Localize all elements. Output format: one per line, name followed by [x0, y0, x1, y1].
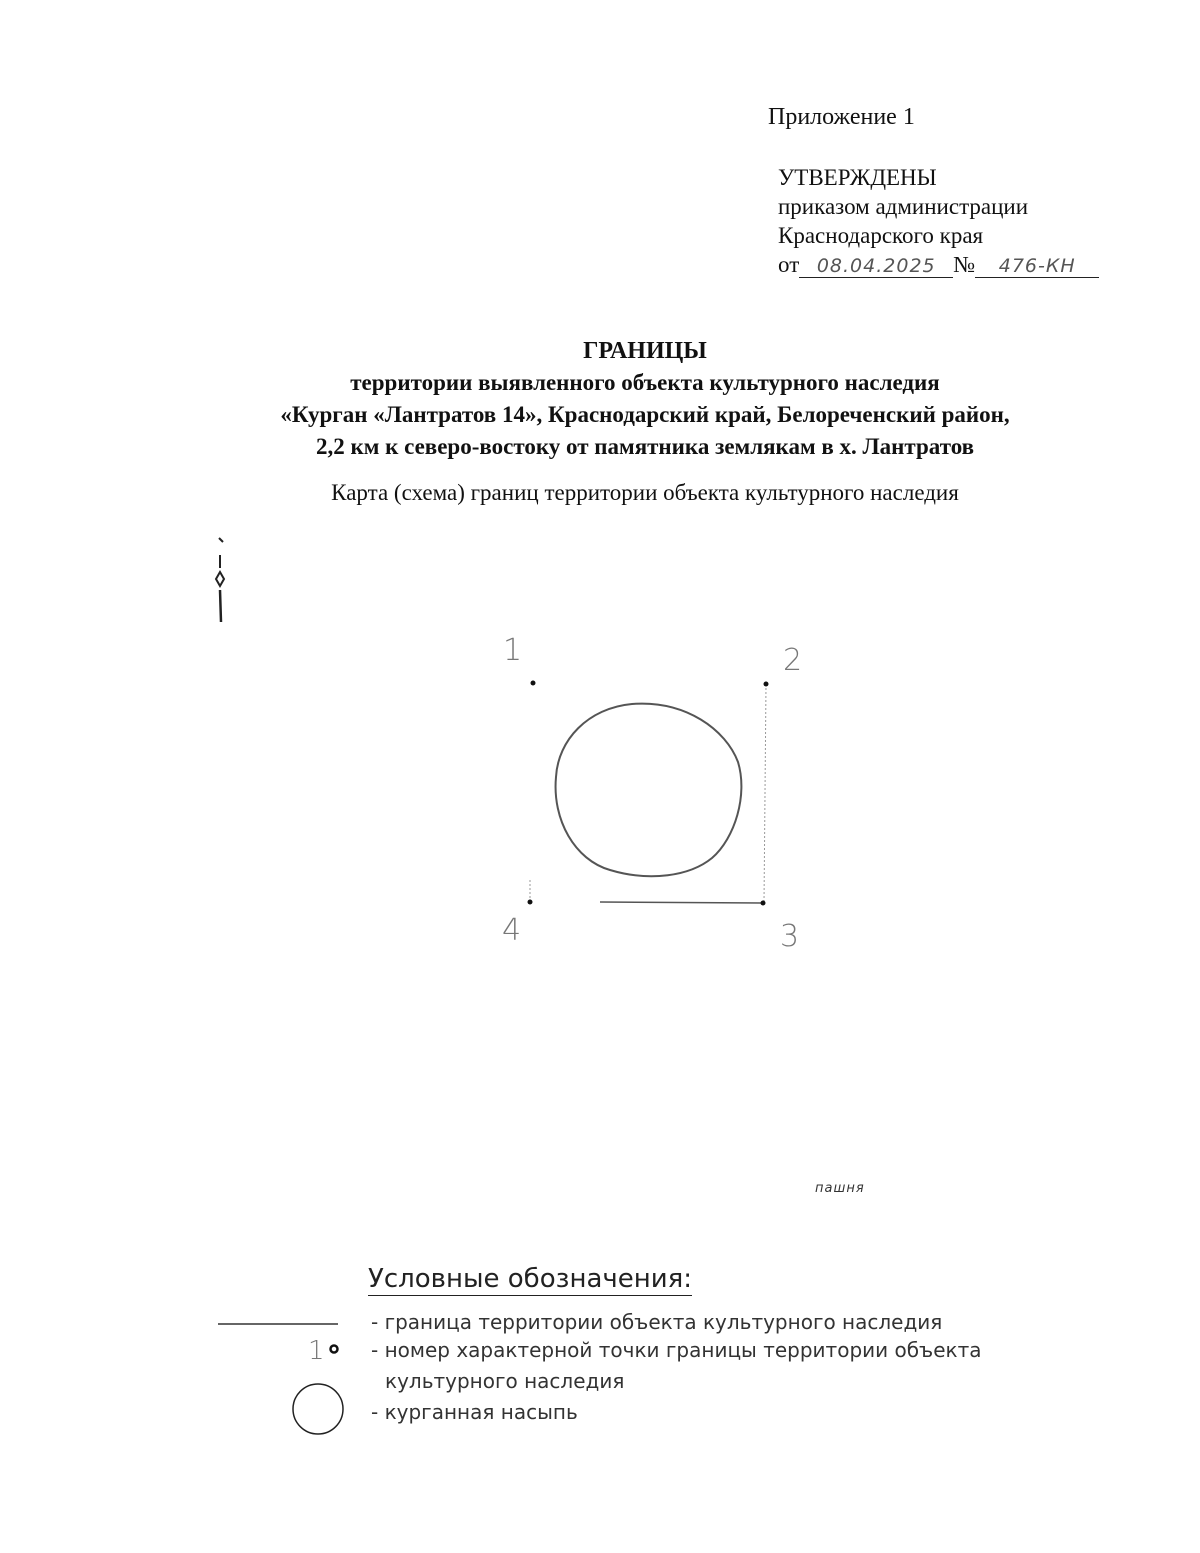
point-4-dot [528, 900, 533, 905]
north-arrow-icon [216, 538, 224, 622]
point-3-dot [761, 901, 766, 906]
legend-title: Условные обозначения: [368, 1264, 693, 1294]
legend-item-boundary: - граница территории объекта культурного наследия [371, 1310, 943, 1334]
title-line-3: «Курган «Лантратов 14», Краснодарский край, Белореченский район, [280, 402, 1010, 427]
territory-boundary [530, 684, 766, 903]
point-2-label: 2 [783, 643, 803, 678]
title-line-1: ГРАНИЦЫ [583, 338, 707, 364]
title-line-2: территории выявленного объекта культурного наследия [350, 370, 940, 395]
title-line-4: 2,2 км к северо-востоку от памятника землякам в х. Лантратов [315, 434, 975, 459]
approved-line-region: Краснодарского края [778, 223, 984, 248]
appendix-label: Приложение 1 [768, 104, 915, 130]
point-1-dot [531, 681, 536, 686]
point-2-dot [764, 682, 769, 687]
legend-item-point: - номер характерной точки границы территории объекта [371, 1338, 982, 1362]
approved-title: УТВЕРЖДЕНЫ [778, 165, 937, 190]
from-label: от [778, 252, 800, 277]
point-4-label: 4 [502, 913, 522, 948]
legend-point-symbol [331, 1346, 338, 1353]
map-subtitle: Карта (схема) границ территории объекта культурного наследия [331, 480, 959, 505]
legend-mound-symbol [293, 1384, 343, 1434]
boundary-segment-3-4 [600, 902, 764, 903]
legend-item-mound: - курганная насыпь [371, 1400, 578, 1424]
handwritten-number: 476-КН [975, 255, 1099, 278]
legend-item-point-cont: культурного наследия [385, 1369, 625, 1393]
approved-line-order: приказом администрации [778, 194, 1029, 219]
boundary-segment-2-3 [764, 684, 766, 903]
burial-mound [556, 704, 742, 877]
point-3-label: 3 [780, 919, 800, 954]
number-label: № [953, 252, 976, 277]
legend-point-number: 1 [308, 1336, 325, 1366]
handwritten-date: 08.04.2025 [799, 255, 953, 278]
boundary-points [502, 633, 802, 954]
point-1-label: 1 [503, 633, 523, 668]
land-type-label: пашня [815, 1181, 865, 1196]
